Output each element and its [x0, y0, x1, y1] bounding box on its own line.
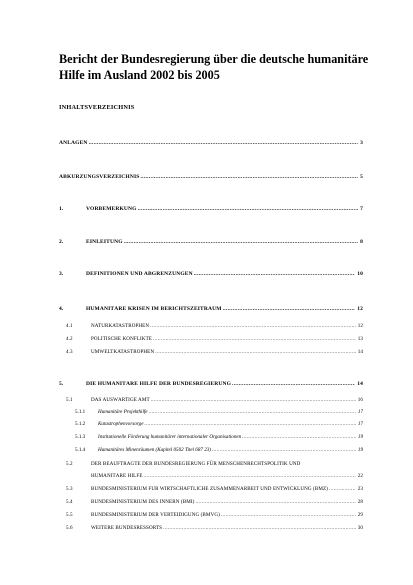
toc-number: 5.1 [66, 397, 73, 403]
toc-entry-naturkatastrophen[interactable] [66, 323, 363, 329]
toc-number: 5.6 [66, 525, 73, 531]
toc-entry-auswaertiges-amt[interactable] [66, 397, 363, 403]
toc-page-number: 8 [360, 239, 363, 245]
toc-label: Katastrophenvorsorge [98, 421, 144, 427]
toc-leader [155, 349, 356, 355]
toc-label: VORBEMERKUNG [86, 206, 137, 212]
toc-number: 5.4 [66, 499, 73, 505]
toc-label: BUNDESMINISTERIUM FÜR WIRTSCHAFTLICHE ZUSAMMENARBEIT UND ENTWICKLUNG (BMZ) [91, 486, 328, 492]
toc-label: ABKÜRZUNGSVERZEICHNIS [59, 174, 140, 180]
toc-entry-bmi[interactable] [66, 499, 363, 505]
toc-entry-umweltkatastrophen[interactable] [66, 349, 363, 355]
toc-label-continued: HUMANITÄRE HILFE [91, 473, 143, 479]
toc-leader [149, 409, 356, 415]
toc-page-number: 16 [357, 397, 363, 403]
toc-page-number: 14 [357, 349, 363, 355]
toc-leader [144, 421, 355, 427]
toc-number: 5. [59, 381, 64, 387]
toc-label: EINLEITUNG [86, 239, 123, 245]
toc-page-number: 30 [357, 525, 363, 531]
toc-number: 3. [59, 271, 64, 277]
toc-label: Humanitäres Minenräumen (Kapitel 0502 Titel 687 23) [98, 447, 211, 453]
toc-page-number: 3 [360, 140, 363, 146]
toc-leader [138, 206, 359, 212]
toc-page-number: 5 [360, 174, 363, 180]
toc-page-number: 19 [357, 434, 363, 440]
toc-page-number: 10 [357, 271, 363, 277]
toc-leader [153, 336, 356, 342]
toc-leader [195, 499, 355, 505]
toc-page-number: 19 [357, 447, 363, 453]
toc-number: 4.2 [66, 336, 73, 342]
toc-page-number: 23 [357, 486, 363, 492]
title-line-2: Hilfe im Ausland 2002 bis 2005 [59, 67, 220, 82]
toc-number: 2. [59, 239, 64, 245]
toc-number: 4.1 [66, 323, 73, 329]
toc-entry-anlagen[interactable] [59, 140, 363, 146]
toc-leader [242, 434, 356, 440]
toc-leader [124, 239, 358, 245]
toc-entry-katastrophenvorsorge[interactable] [75, 421, 363, 427]
toc-entry-abkuerzungsverzeichnis[interactable] [59, 174, 363, 180]
toc-page-number: 29 [357, 512, 363, 518]
toc-label: NATURKATASTROPHEN [91, 323, 150, 329]
toc-entry-humanitaere-krisen[interactable] [59, 306, 363, 312]
toc-page-number: 12 [357, 323, 363, 329]
toc-entry-humanitaere-hilfe[interactable] [59, 381, 363, 387]
toc-label: ANLAGEN [59, 140, 88, 146]
toc-label: WEITERE BUNDESRESSORTS [91, 525, 163, 531]
toc-entry-bmz[interactable] [66, 486, 363, 492]
toc-number: 5.1.3 [75, 434, 86, 440]
toc-leader [163, 525, 356, 531]
toc-number: 5.3 [66, 486, 73, 492]
toc-entry-weitere-bundesressorts[interactable] [66, 525, 363, 531]
toc-leader [150, 323, 356, 329]
toc-number: 5.5 [66, 512, 73, 518]
toc-page-number: 17 [357, 421, 363, 427]
toc-label: BUNDESMINISTERIUM DES INNERN (BMI) [91, 499, 195, 505]
toc-entry-definitionen[interactable] [59, 271, 363, 277]
toc-page-number: 17 [357, 409, 363, 415]
toc-label: UMWELTKATASTROPHEN [91, 349, 155, 355]
toc-number: 1. [59, 206, 64, 212]
toc-number: 4. [59, 306, 64, 312]
toc-entry-menschenrechtsbeauftragter[interactable] [66, 461, 300, 467]
toc-page-number: 22 [357, 473, 363, 479]
toc-page-number: 7 [360, 206, 363, 212]
toc-label: DEFINITIONEN UND ABGRENZUNGEN [86, 271, 193, 277]
toc-label: DER BEAUFTRAGTE DER BUNDESREGIERUNG FÜR MENSCHENRECHTSPOLITIK UND [91, 461, 301, 467]
toc-leader [140, 174, 358, 180]
toc-page-number: 28 [357, 499, 363, 505]
toc-label: DIE HUMANITÄRE HILFE DER BUNDESREGIERUNG [86, 381, 232, 387]
toc-label: Humanitäre Projekthilfe [98, 409, 148, 415]
toc-number: 5.1.2 [75, 421, 86, 427]
toc-leader [151, 397, 356, 403]
toc-number: 5.2 [66, 461, 73, 467]
toc-leader [194, 271, 355, 277]
toc-entry-institutionelle-foerderung[interactable] [75, 434, 363, 440]
toc-entry-vorbemerkung[interactable] [59, 206, 363, 212]
toc-leader [144, 473, 356, 479]
toc-leader [89, 140, 359, 146]
toc-entry-einleitung[interactable] [59, 239, 363, 245]
toc-label: BUNDESMINISTERIUM DER VERTEIDIGUNG (BMVG) [91, 512, 220, 518]
document-title [59, 52, 389, 83]
toc-number: 5.1.1 [75, 409, 86, 415]
toc-page-number: 14 [357, 381, 363, 387]
toc-label: HUMANITÄRE KRISEN IM BERICHTSZEITRAUM [86, 306, 222, 312]
title-line-1: Bericht der Bundesregierung über die deutsche humanitäre [59, 52, 369, 66]
toc-heading: INHALTSVERZEICHNIS [59, 104, 135, 111]
toc-page-number: 12 [357, 306, 363, 312]
toc-page-number: 13 [357, 336, 363, 342]
toc-label: Institutionelle Förderung humanitärer internationaler Organisationen [98, 434, 242, 440]
toc-number: 4.3 [66, 349, 73, 355]
toc-label: DAS AUSWÄRTIGE AMT [91, 397, 150, 403]
toc-entry-minenraeumen[interactable] [75, 447, 363, 453]
toc-leader [212, 447, 356, 453]
toc-leader [329, 486, 356, 492]
toc-label: POLITISCHE KONFLIKTE [91, 336, 152, 342]
toc-entry-projekthilfe[interactable] [75, 409, 363, 415]
toc-entry-politische-konflikte[interactable] [66, 336, 363, 342]
toc-entry-bmvg[interactable] [66, 512, 363, 518]
toc-leader [232, 381, 355, 387]
toc-entry-menschenrechtsbeauftragter-cont[interactable] [91, 473, 363, 479]
toc-number: 5.1.4 [75, 447, 86, 453]
toc-leader [223, 306, 356, 312]
toc-leader [221, 512, 356, 518]
